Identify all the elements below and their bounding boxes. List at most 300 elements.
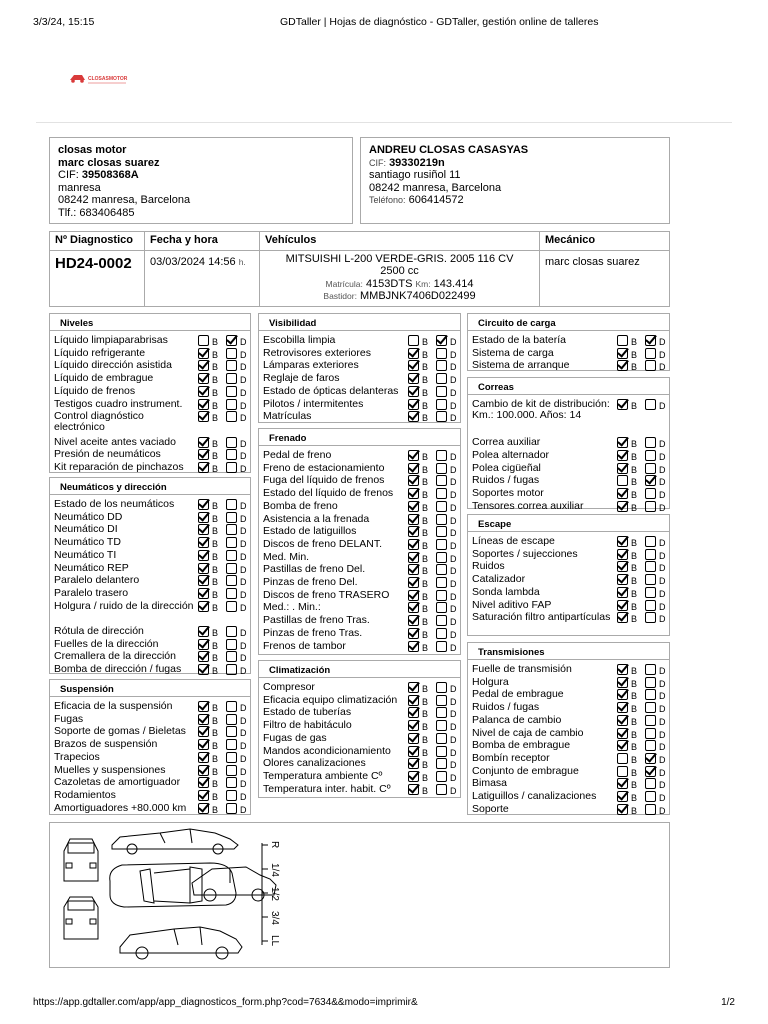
check-item-label: Pinzas de freno Del. [263, 576, 358, 588]
checkbox-d[interactable] [436, 514, 447, 525]
checkbox-d[interactable] [436, 526, 447, 537]
checkbox-d[interactable] [436, 577, 447, 588]
checkbox-d-label: D [659, 678, 666, 689]
checkbox-b[interactable] [198, 360, 209, 371]
checkbox-b[interactable] [198, 449, 209, 460]
checkbox-b-label: B [422, 349, 429, 360]
checkbox-b[interactable] [617, 740, 628, 751]
checkbox-b[interactable] [408, 526, 419, 537]
client-cif: 39330219n [389, 156, 445, 169]
check-item-label: Estado de ópticas delanteras [263, 384, 399, 397]
checkbox-d[interactable] [436, 641, 447, 652]
check-item-label: Holgura / ruido de la dirección [54, 599, 194, 612]
check-item [54, 739, 194, 750]
checkbox-d[interactable] [226, 803, 237, 814]
checkbox-b[interactable] [408, 746, 419, 757]
checkbox-d-label: D [240, 666, 247, 677]
checkbox-d[interactable] [645, 778, 656, 789]
checkbox-d[interactable] [226, 790, 237, 801]
checkbox-b[interactable] [198, 499, 209, 510]
checkbox-b[interactable] [408, 784, 419, 795]
checkbox-b-label: B [422, 400, 429, 411]
checkbox-b[interactable] [617, 348, 628, 359]
checkbox-b[interactable] [408, 733, 419, 744]
check-item-label: Control diagnóstico electrónico [54, 410, 144, 433]
checkbox-d[interactable] [436, 590, 447, 601]
checkbox-b[interactable] [198, 524, 209, 535]
checkbox-d[interactable] [645, 715, 656, 726]
checkbox-d[interactable] [645, 664, 656, 675]
checkbox-d-label: D [450, 349, 457, 360]
workshop-cif-label: CIF: [58, 169, 79, 182]
check-item [472, 600, 613, 611]
checkbox-b[interactable] [198, 664, 209, 675]
workshop-name: closas motor [58, 144, 127, 156]
checkbox-d-label: D [450, 734, 457, 745]
checkbox-d[interactable] [645, 360, 656, 371]
checkbox-b[interactable] [617, 574, 628, 585]
check-item [54, 714, 194, 725]
fuel-label-half: 1/2 [269, 887, 280, 901]
checkbox-b[interactable] [198, 437, 209, 448]
workshop-city: manresa [58, 181, 101, 194]
checkbox-d[interactable] [226, 701, 237, 712]
checkbox-d[interactable] [226, 739, 237, 750]
checkbox-b[interactable] [408, 475, 419, 486]
checkbox-d[interactable] [436, 602, 447, 613]
checkbox-d[interactable] [436, 475, 447, 486]
checkbox-b[interactable] [617, 689, 628, 700]
checkbox-d[interactable] [436, 695, 447, 706]
checkbox-b[interactable] [408, 590, 419, 601]
checkbox-d[interactable] [436, 450, 447, 461]
checkbox-d[interactable] [645, 677, 656, 688]
checkbox-b[interactable] [198, 626, 209, 637]
check-item-label: Bimasa [472, 777, 508, 790]
checkbox-d[interactable] [645, 463, 656, 474]
checkbox-d[interactable] [436, 682, 447, 693]
checkbox-b-label: B [631, 439, 638, 450]
checkbox-b[interactable] [408, 682, 419, 693]
check-item [54, 651, 194, 662]
checkbox-b[interactable] [198, 739, 209, 750]
checkbox-d[interactable] [226, 348, 237, 359]
check-item [263, 335, 404, 346]
checkbox-b[interactable] [408, 501, 419, 512]
checkbox-d[interactable] [226, 499, 237, 510]
checkbox-b[interactable] [408, 602, 419, 613]
check-item [54, 765, 194, 776]
check-item [54, 803, 194, 814]
checkbox-b[interactable] [198, 462, 209, 473]
checkbox-b-label: B [422, 579, 429, 589]
checkbox-d[interactable] [645, 501, 656, 512]
checkbox-d-label: D [659, 550, 666, 561]
checkbox-b[interactable] [408, 463, 419, 474]
print-title: GDTaller | Hojas de diagnóstico - GDTaller, gestión online de talleres [280, 16, 599, 28]
checkbox-d[interactable] [645, 574, 656, 585]
checkbox-b[interactable] [198, 512, 209, 523]
checkbox-d-label: D [450, 579, 457, 589]
checkbox-d[interactable] [226, 626, 237, 637]
checkbox-d[interactable] [436, 733, 447, 744]
checkbox-d[interactable] [645, 740, 656, 751]
check-item [472, 536, 613, 547]
checkbox-d[interactable] [226, 411, 237, 422]
checkbox-b-label: B [212, 539, 219, 550]
check-item [54, 411, 194, 432]
checkbox-d[interactable] [226, 462, 237, 473]
checkbox-b-label: B [212, 653, 219, 664]
checkbox-b[interactable] [617, 804, 628, 815]
checkbox-b-label: B [422, 722, 429, 733]
section-title: Climatización [259, 661, 460, 678]
checkbox-d[interactable] [226, 601, 237, 612]
checkbox-d[interactable] [226, 550, 237, 561]
checkbox-b-label: B [212, 438, 219, 449]
checkbox-d[interactable] [436, 411, 447, 422]
checkbox-b[interactable] [408, 450, 419, 461]
checkbox-b[interactable] [198, 765, 209, 776]
checkbox-b[interactable] [408, 386, 419, 397]
check-item [263, 784, 404, 795]
check-item-label: Conjunto de embrague [472, 764, 579, 777]
checkbox-d[interactable] [645, 804, 656, 815]
checkbox-b-label: B [212, 741, 219, 752]
check-item-label: Palanca de cambio [472, 713, 562, 726]
checkbox-d[interactable] [226, 437, 237, 448]
checkbox-b[interactable] [408, 707, 419, 718]
checkbox-d[interactable] [645, 753, 656, 764]
check-item [263, 682, 404, 693]
checkbox-d[interactable] [226, 651, 237, 662]
checkbox-d[interactable] [436, 463, 447, 474]
checkbox-d[interactable] [436, 552, 447, 563]
checkbox-d[interactable] [436, 758, 447, 769]
checkbox-b[interactable] [408, 488, 419, 499]
checkbox-d[interactable] [436, 784, 447, 795]
checkbox-b-label: B [212, 804, 219, 815]
diagnostic-number: HD24-0002 [50, 251, 145, 307]
checkbox-d-label: D [450, 722, 457, 733]
check-item-label: Lámparas exteriores [263, 359, 359, 372]
checkbox-b[interactable] [408, 758, 419, 769]
checkbox-d[interactable] [226, 399, 237, 410]
checkbox-d[interactable] [436, 628, 447, 639]
checkbox-d-label: D [659, 780, 666, 791]
checkbox-d[interactable] [226, 752, 237, 763]
checkbox-d[interactable] [226, 575, 237, 586]
checkbox-b[interactable] [198, 575, 209, 586]
workshop-info [49, 137, 353, 224]
checkbox-b-label: B [212, 666, 219, 677]
mechanic-name: marc closas suarez [540, 251, 670, 307]
checkbox-d[interactable] [226, 335, 237, 346]
check-item [54, 639, 194, 650]
checkbox-b[interactable] [408, 720, 419, 731]
section-title: Escape [468, 515, 669, 532]
checkbox-d[interactable] [226, 563, 237, 574]
checkbox-b[interactable] [617, 664, 628, 675]
check-item-label: Temperatura inter. habit. Cº [263, 782, 391, 795]
checkbox-d[interactable] [226, 449, 237, 460]
check-item [472, 664, 613, 675]
checkbox-d[interactable] [436, 771, 447, 782]
check-item-label: Filtro de habitáculo [263, 719, 352, 732]
checkbox-d[interactable] [226, 512, 237, 523]
checkbox-b[interactable] [198, 701, 209, 712]
check-item [54, 701, 194, 712]
checkbox-b-label: B [631, 349, 638, 360]
check-item-label: Escobilla limpia [263, 334, 336, 346]
checkbox-d[interactable] [436, 399, 447, 410]
check-item [472, 778, 613, 789]
checkbox-d[interactable] [226, 524, 237, 535]
car-top-view-icon [110, 863, 236, 907]
check-item-label: Muelles y suspensiones [54, 763, 166, 776]
check-item [263, 733, 404, 744]
checkbox-d-label: D [240, 375, 247, 386]
checkbox-d[interactable] [436, 335, 447, 346]
checkbox-d[interactable] [436, 615, 447, 626]
check-item-label: Trapecios [54, 750, 100, 763]
checkbox-d-label: D [450, 337, 457, 347]
vin-label: Bastidor: [323, 290, 357, 301]
checkbox-b[interactable] [198, 563, 209, 574]
checkbox-b-label: B [631, 601, 638, 612]
checkbox-d[interactable] [645, 561, 656, 572]
check-item-label: Med. Min. [263, 550, 310, 563]
check-item [472, 702, 613, 713]
check-item [472, 740, 613, 751]
checkbox-d[interactable] [436, 564, 447, 575]
checkbox-b[interactable] [617, 463, 628, 474]
checkbox-b[interactable] [198, 752, 209, 763]
vehicle-cell [260, 251, 540, 307]
checkbox-d[interactable] [226, 714, 237, 725]
check-item-label: Neumático DI [54, 523, 118, 536]
check-item-label: Saturación filtro antipartículas [472, 611, 611, 624]
checkbox-b[interactable] [408, 539, 419, 550]
check-item [263, 641, 404, 652]
checkbox-b[interactable] [617, 475, 628, 486]
diagnostic-table [49, 231, 670, 307]
checkbox-b[interactable] [198, 639, 209, 650]
checkbox-b[interactable] [617, 753, 628, 764]
checkbox-b-label: B [422, 747, 429, 758]
checkbox-d-label: D [659, 337, 666, 347]
checkbox-d[interactable] [226, 639, 237, 650]
checkbox-b[interactable] [617, 715, 628, 726]
checkbox-b[interactable] [198, 373, 209, 384]
checkbox-b[interactable] [408, 564, 419, 575]
checkbox-d[interactable] [645, 600, 656, 611]
checkbox-b[interactable] [198, 588, 209, 599]
checkbox-d-label: D [659, 563, 666, 574]
checkbox-b[interactable] [408, 411, 419, 422]
checkbox-b[interactable] [617, 587, 628, 598]
fuel-gauge-icon [262, 843, 268, 945]
section-title: Visibilidad [259, 314, 460, 331]
checkbox-b-label: B [212, 703, 219, 713]
checkbox-b[interactable] [198, 714, 209, 725]
checkbox-b[interactable] [408, 695, 419, 706]
check-item [54, 373, 194, 384]
check-item [54, 512, 194, 523]
checkbox-b[interactable] [198, 550, 209, 561]
check-item [263, 746, 404, 757]
checkbox-b[interactable] [198, 726, 209, 737]
checkbox-b[interactable] [617, 360, 628, 371]
check-item-label: Soportes motor [472, 486, 544, 499]
checkbox-d[interactable] [436, 539, 447, 550]
checkbox-b[interactable] [198, 399, 209, 410]
checkbox-d-label: D [450, 566, 457, 577]
checkbox-d[interactable] [436, 707, 447, 718]
checkbox-d[interactable] [645, 728, 656, 739]
checkbox-d-label: D [450, 477, 457, 488]
checkbox-b[interactable] [198, 335, 209, 346]
checkbox-b[interactable] [408, 348, 419, 359]
checkbox-b[interactable] [617, 600, 628, 611]
checkbox-b[interactable] [408, 771, 419, 782]
check-item [54, 360, 194, 371]
check-item [472, 335, 613, 346]
checkbox-b[interactable] [617, 488, 628, 499]
checkbox-d[interactable] [436, 501, 447, 512]
checkbox-d[interactable] [645, 587, 656, 598]
checkbox-b-label: B [631, 767, 638, 778]
checkbox-d[interactable] [436, 348, 447, 359]
checkbox-d[interactable] [645, 475, 656, 486]
checkbox-b[interactable] [617, 549, 628, 560]
check-item-label: Pilotos / intermitentes [263, 397, 364, 410]
checkbox-d[interactable] [645, 549, 656, 560]
checkbox-b[interactable] [408, 373, 419, 384]
checkbox-d[interactable] [645, 791, 656, 802]
checkbox-d[interactable] [645, 702, 656, 713]
checkbox-b[interactable] [198, 790, 209, 801]
checkbox-b-label: B [631, 614, 638, 625]
checkbox-d-label: D [240, 804, 247, 815]
checkbox-b-label: B [212, 337, 219, 347]
checkbox-b[interactable] [617, 702, 628, 713]
checkbox-b-label: B [631, 805, 638, 816]
checkbox-d[interactable] [645, 399, 656, 410]
checkbox-d-label: D [450, 413, 457, 424]
checkbox-b[interactable] [617, 450, 628, 461]
checkbox-b-label: B [631, 502, 638, 513]
checkbox-b[interactable] [198, 411, 209, 422]
check-item [472, 804, 613, 815]
check-item-label: Rótula de dirección [54, 625, 144, 637]
checkbox-d-label: D [450, 772, 457, 783]
checkbox-d[interactable] [226, 588, 237, 599]
checkbox-b[interactable] [617, 335, 628, 346]
checkbox-d-label: D [450, 709, 457, 720]
checkbox-d[interactable] [436, 373, 447, 384]
checkbox-b[interactable] [408, 399, 419, 410]
checkbox-d[interactable] [436, 488, 447, 499]
checkbox-b[interactable] [617, 501, 628, 512]
checkbox-b[interactable] [198, 386, 209, 397]
checkbox-b[interactable] [198, 651, 209, 662]
checkbox-b[interactable] [617, 728, 628, 739]
checkbox-d[interactable] [226, 360, 237, 371]
checkbox-d[interactable] [645, 612, 656, 623]
checkbox-b[interactable] [198, 537, 209, 548]
check-item-label: Pastillas de freno Tras. [263, 614, 370, 627]
checkbox-d[interactable] [645, 766, 656, 777]
checkbox-b[interactable] [408, 577, 419, 588]
checkbox-b[interactable] [408, 335, 419, 346]
checkbox-b-label: B [212, 551, 219, 562]
checkbox-d[interactable] [645, 488, 656, 499]
check-item [472, 574, 613, 585]
checkbox-d[interactable] [645, 450, 656, 461]
checkbox-b[interactable] [617, 399, 628, 410]
checkbox-d[interactable] [226, 777, 237, 788]
checkbox-b[interactable] [408, 360, 419, 371]
checkbox-d[interactable] [436, 720, 447, 731]
checkbox-d[interactable] [226, 386, 237, 397]
diagnostic-date: 03/03/2024 14:56 [150, 256, 236, 268]
section-title: Correas [468, 378, 669, 395]
checkbox-b[interactable] [408, 628, 419, 639]
checkbox-d[interactable] [645, 335, 656, 346]
checkbox-d[interactable] [226, 373, 237, 384]
checkbox-b[interactable] [617, 677, 628, 688]
checkbox-d[interactable] [436, 746, 447, 757]
checkbox-d[interactable] [226, 664, 237, 675]
checkbox-b[interactable] [617, 437, 628, 448]
checkbox-b[interactable] [198, 777, 209, 788]
checkbox-d[interactable] [645, 437, 656, 448]
section-0 [49, 313, 251, 473]
checkbox-b[interactable] [408, 641, 419, 652]
checkbox-b[interactable] [408, 514, 419, 525]
checkbox-d[interactable] [436, 360, 447, 371]
check-item-label: Neumático REP [54, 561, 129, 574]
checkbox-d[interactable] [645, 348, 656, 359]
checkbox-b[interactable] [198, 803, 209, 814]
checkbox-d-label: D [240, 564, 247, 575]
checkbox-b[interactable] [408, 552, 419, 563]
checkbox-b[interactable] [617, 612, 628, 623]
checkbox-b[interactable] [617, 766, 628, 777]
check-item [54, 726, 194, 737]
checkbox-b-label: B [422, 490, 429, 501]
checkbox-b[interactable] [198, 348, 209, 359]
checkbox-b[interactable] [617, 536, 628, 547]
checkbox-b[interactable] [617, 778, 628, 789]
checkbox-d[interactable] [226, 537, 237, 548]
checkbox-b[interactable] [617, 561, 628, 572]
check-item [263, 399, 404, 410]
checkbox-b[interactable] [198, 601, 209, 612]
checkbox-b[interactable] [617, 791, 628, 802]
checkbox-d[interactable] [645, 536, 656, 547]
checkbox-d-label: D [240, 653, 247, 664]
check-item-label: Eficacia equipo climatización [263, 693, 398, 706]
checkbox-d[interactable] [436, 386, 447, 397]
check-item [263, 463, 404, 474]
checkbox-d[interactable] [226, 765, 237, 776]
header-date: Fecha y hora [145, 232, 260, 251]
checkbox-d[interactable] [645, 689, 656, 700]
checkbox-d[interactable] [226, 726, 237, 737]
checkbox-b[interactable] [408, 615, 419, 626]
